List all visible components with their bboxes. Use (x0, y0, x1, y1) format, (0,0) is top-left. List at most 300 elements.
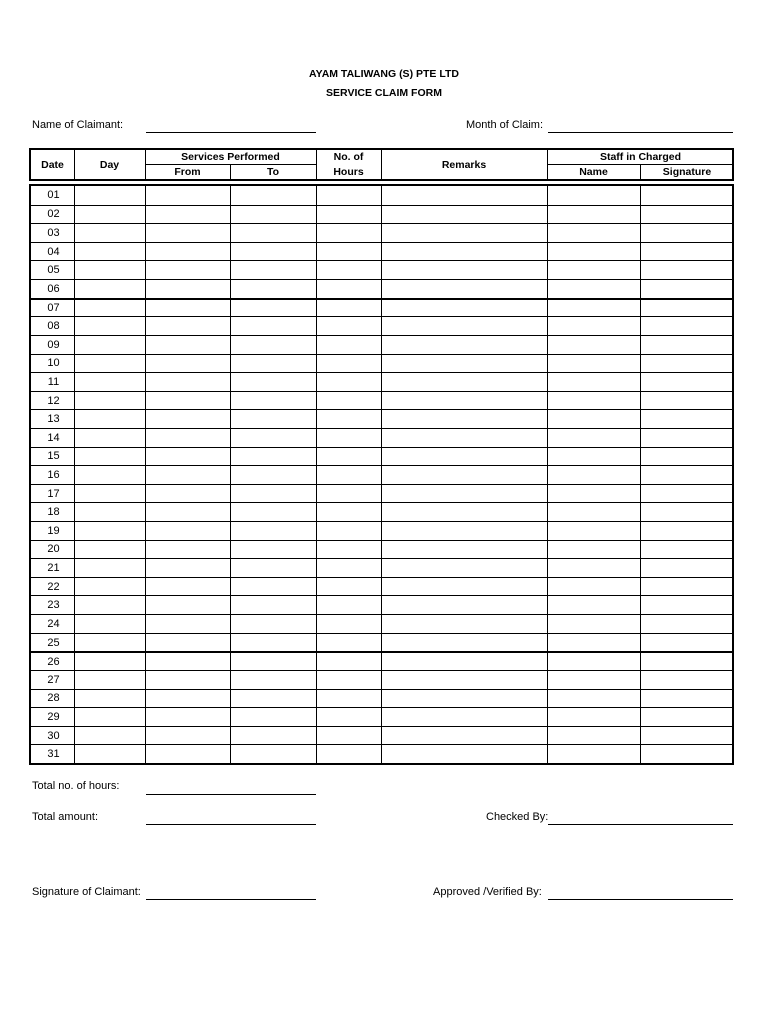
row-date: 14 (47, 431, 60, 444)
table-cell[interactable] (230, 336, 316, 354)
table-cell[interactable] (381, 708, 547, 726)
col-from: From (174, 166, 201, 178)
table-cell[interactable] (640, 522, 734, 540)
table-cell[interactable] (640, 373, 734, 391)
table-cell[interactable] (640, 466, 734, 484)
table-row (31, 223, 732, 242)
table-cell[interactable] (640, 485, 734, 503)
col-signature: Signature (662, 166, 712, 178)
table-cell[interactable] (230, 708, 316, 726)
table-cell[interactable] (547, 186, 640, 205)
row-date: 20 (47, 543, 60, 556)
table-cell[interactable] (547, 745, 640, 763)
table-cell[interactable] (74, 727, 145, 745)
table-cell[interactable] (145, 261, 230, 279)
table-cell[interactable] (74, 653, 145, 670)
table-cell[interactable] (74, 745, 145, 763)
table-cell[interactable] (74, 300, 145, 317)
table-cell[interactable] (316, 373, 381, 391)
table-cell[interactable] (640, 243, 734, 261)
table-cell[interactable] (381, 690, 547, 708)
table-cell[interactable] (316, 559, 381, 577)
table-row (31, 335, 732, 354)
table-cell[interactable] (145, 206, 230, 224)
table-cell[interactable] (145, 485, 230, 503)
company-name: AYAM TALIWANG (S) PTE LTD (309, 68, 459, 80)
table-row (31, 428, 732, 447)
table-cell[interactable] (316, 503, 381, 521)
row-date: 28 (47, 692, 60, 705)
row-date: 24 (47, 617, 60, 630)
table-cell[interactable] (74, 373, 145, 391)
table-cell[interactable] (230, 429, 316, 447)
table-cell[interactable] (547, 578, 640, 596)
row-date: 15 (47, 450, 60, 463)
name-of-claimant-field[interactable] (146, 132, 316, 133)
table-cell[interactable] (640, 634, 734, 652)
table-row (31, 521, 732, 540)
table-cell[interactable] (230, 392, 316, 410)
table-cell[interactable] (547, 429, 640, 447)
table-cell[interactable] (316, 261, 381, 279)
table-cell[interactable] (230, 596, 316, 614)
table-cell[interactable] (547, 559, 640, 577)
table-cell[interactable] (316, 224, 381, 242)
row-date: 21 (47, 562, 60, 575)
table-cell[interactable] (230, 280, 316, 298)
table-cell[interactable] (74, 336, 145, 354)
table-cell[interactable] (640, 186, 734, 205)
table-row (31, 372, 732, 391)
table-cell[interactable] (640, 727, 734, 745)
table-cell[interactable] (145, 410, 230, 428)
table-cell[interactable] (316, 280, 381, 298)
total-hours-field[interactable] (146, 794, 316, 795)
table-cell[interactable] (547, 448, 640, 466)
table-cell[interactable] (547, 671, 640, 689)
table-cell[interactable] (145, 596, 230, 614)
form-title: SERVICE CLAIM FORM (326, 87, 442, 99)
checked-by-field[interactable] (548, 824, 733, 825)
table-cell[interactable] (316, 690, 381, 708)
claim-table-body (29, 184, 734, 765)
table-cell[interactable] (230, 373, 316, 391)
table-row (31, 316, 732, 335)
row-date: 29 (47, 710, 60, 723)
table-cell[interactable] (145, 224, 230, 242)
table-cell[interactable] (547, 596, 640, 614)
table-cell[interactable] (230, 727, 316, 745)
table-cell[interactable] (547, 392, 640, 410)
table-cell[interactable] (230, 690, 316, 708)
table-cell[interactable] (381, 280, 547, 298)
table-cell[interactable] (547, 503, 640, 521)
table-cell[interactable] (547, 727, 640, 745)
table-cell[interactable] (547, 317, 640, 335)
table-cell[interactable] (316, 243, 381, 261)
table-cell[interactable] (230, 206, 316, 224)
table-cell[interactable] (547, 224, 640, 242)
row-date: 04 (47, 245, 60, 258)
month-of-claim-field[interactable] (548, 132, 733, 133)
table-cell[interactable] (74, 541, 145, 559)
table-row (31, 465, 732, 484)
table-cell[interactable] (316, 596, 381, 614)
table-cell[interactable] (230, 578, 316, 596)
row-date: 07 (47, 301, 60, 314)
table-cell[interactable] (316, 448, 381, 466)
col-no-of: No. of (333, 151, 364, 163)
table-cell[interactable] (381, 578, 547, 596)
table-cell[interactable] (230, 300, 316, 317)
col-to: To (266, 166, 280, 178)
table-cell[interactable] (230, 485, 316, 503)
table-cell[interactable] (381, 206, 547, 224)
table-cell[interactable] (74, 578, 145, 596)
table-cell[interactable] (74, 634, 145, 652)
table-row (31, 279, 732, 298)
table-cell[interactable] (547, 634, 640, 652)
table-cell[interactable] (381, 355, 547, 373)
table-row (31, 186, 732, 205)
table-cell[interactable] (381, 410, 547, 428)
table-cell[interactable] (316, 206, 381, 224)
table-cell[interactable] (640, 280, 734, 298)
table-cell[interactable] (381, 485, 547, 503)
table-cell[interactable] (74, 280, 145, 298)
table-cell[interactable] (145, 466, 230, 484)
table-cell[interactable] (381, 745, 547, 763)
table-cell[interactable] (74, 186, 145, 205)
table-cell[interactable] (230, 522, 316, 540)
table-cell[interactable] (230, 186, 316, 205)
table-cell[interactable] (74, 224, 145, 242)
table-row (31, 614, 732, 633)
table-cell[interactable] (316, 708, 381, 726)
table-cell[interactable] (74, 615, 145, 633)
table-cell[interactable] (381, 300, 547, 317)
table-cell[interactable] (145, 355, 230, 373)
row-date: 26 (47, 655, 60, 668)
table-row (31, 205, 732, 224)
col-day: Day (99, 158, 120, 171)
table-row (31, 391, 732, 410)
table-cell[interactable] (230, 634, 316, 652)
table-cell[interactable] (74, 503, 145, 521)
table-cell[interactable] (145, 634, 230, 652)
table-cell[interactable] (547, 485, 640, 503)
table-cell[interactable] (230, 615, 316, 633)
table-cell[interactable] (547, 206, 640, 224)
table-cell[interactable] (74, 671, 145, 689)
row-date: 18 (47, 506, 60, 519)
table-cell[interactable] (640, 224, 734, 242)
checked-by-label: Checked By: (486, 811, 549, 823)
table-cell[interactable] (381, 373, 547, 391)
table-cell[interactable] (547, 280, 640, 298)
table-cell[interactable] (381, 224, 547, 242)
table-cell[interactable] (640, 559, 734, 577)
table-cell[interactable] (316, 336, 381, 354)
table-cell[interactable] (381, 429, 547, 447)
table-cell[interactable] (230, 224, 316, 242)
table-cell[interactable] (640, 410, 734, 428)
table-cell[interactable] (74, 708, 145, 726)
row-date: 11 (47, 375, 60, 388)
table-row (31, 409, 732, 428)
table-row (31, 744, 732, 763)
table-cell[interactable] (316, 186, 381, 205)
row-date: 22 (47, 580, 60, 593)
table-cell[interactable] (145, 653, 230, 670)
table-cell[interactable] (547, 708, 640, 726)
table-cell[interactable] (547, 373, 640, 391)
table-cell[interactable] (316, 317, 381, 335)
table-cell[interactable] (640, 745, 734, 763)
table-cell[interactable] (381, 392, 547, 410)
table-cell[interactable] (640, 596, 734, 614)
table-cell[interactable] (74, 392, 145, 410)
table-cell[interactable] (316, 541, 381, 559)
table-cell[interactable] (145, 373, 230, 391)
table-cell[interactable] (381, 186, 547, 205)
table-row (31, 595, 732, 614)
row-date: 10 (47, 357, 60, 370)
row-date: 25 (47, 636, 60, 649)
table-row (31, 242, 732, 261)
table-cell[interactable] (381, 671, 547, 689)
table-cell[interactable] (145, 429, 230, 447)
table-cell[interactable] (640, 261, 734, 279)
row-date: 01 (47, 189, 60, 202)
table-cell[interactable] (145, 503, 230, 521)
col-services-performed: Services Performed (181, 151, 280, 163)
table-cell[interactable] (316, 615, 381, 633)
table-cell[interactable] (640, 708, 734, 726)
table-cell[interactable] (547, 653, 640, 670)
table-cell[interactable] (230, 653, 316, 670)
table-row (31, 484, 732, 503)
row-date: 03 (47, 227, 60, 240)
table-cell[interactable] (230, 261, 316, 279)
table-cell[interactable] (74, 596, 145, 614)
table-cell[interactable] (145, 186, 230, 205)
total-amount-label: Total amount: (32, 811, 99, 823)
table-cell[interactable] (230, 243, 316, 261)
row-date: 02 (47, 208, 60, 221)
table-cell[interactable] (74, 261, 145, 279)
table-cell[interactable] (145, 708, 230, 726)
table-row (31, 577, 732, 596)
table-cell[interactable] (145, 280, 230, 298)
table-cell[interactable] (381, 522, 547, 540)
total-amount-field[interactable] (146, 824, 316, 825)
table-cell[interactable] (381, 596, 547, 614)
table-cell[interactable] (145, 541, 230, 559)
table-cell[interactable] (230, 466, 316, 484)
table-cell[interactable] (145, 671, 230, 689)
table-cell[interactable] (145, 578, 230, 596)
table-cell[interactable] (547, 355, 640, 373)
table-cell[interactable] (74, 317, 145, 335)
table-cell[interactable] (547, 300, 640, 317)
table-row (31, 260, 732, 279)
table-cell[interactable] (316, 410, 381, 428)
table-cell[interactable] (381, 336, 547, 354)
table-cell[interactable] (316, 653, 381, 670)
table-cell[interactable] (145, 448, 230, 466)
table-cell[interactable] (640, 317, 734, 335)
table-cell[interactable] (74, 522, 145, 540)
table-cell[interactable] (381, 243, 547, 261)
table-cell[interactable] (640, 690, 734, 708)
table-cell[interactable] (145, 317, 230, 335)
table-cell[interactable] (145, 690, 230, 708)
table-cell[interactable] (547, 410, 640, 428)
table-cell[interactable] (230, 503, 316, 521)
table-cell[interactable] (316, 634, 381, 652)
table-cell[interactable] (145, 392, 230, 410)
table-cell[interactable] (145, 336, 230, 354)
col-date: Date (41, 158, 64, 171)
table-cell[interactable] (74, 448, 145, 466)
table-cell[interactable] (381, 634, 547, 652)
table-cell[interactable] (230, 745, 316, 763)
table-cell[interactable] (640, 503, 734, 521)
table-cell[interactable] (145, 300, 230, 317)
table-row (31, 447, 732, 466)
table-cell[interactable] (74, 690, 145, 708)
table-cell[interactable] (316, 727, 381, 745)
table-row (31, 540, 732, 559)
table-cell[interactable] (230, 317, 316, 335)
table-cell[interactable] (145, 522, 230, 540)
table-cell[interactable] (640, 300, 734, 317)
table-cell[interactable] (640, 392, 734, 410)
table-cell[interactable] (640, 336, 734, 354)
row-date: 17 (47, 487, 60, 500)
table-cell[interactable] (316, 522, 381, 540)
table-cell[interactable] (230, 448, 316, 466)
table-cell[interactable] (381, 466, 547, 484)
table-cell[interactable] (640, 206, 734, 224)
table-cell[interactable] (145, 615, 230, 633)
table-cell[interactable] (547, 261, 640, 279)
table-cell[interactable] (381, 541, 547, 559)
table-cell[interactable] (230, 355, 316, 373)
table-cell[interactable] (74, 410, 145, 428)
table-cell[interactable] (381, 503, 547, 521)
row-date: 19 (47, 524, 60, 537)
table-cell[interactable] (74, 429, 145, 447)
table-cell[interactable] (640, 541, 734, 559)
table-cell[interactable] (316, 745, 381, 763)
table-cell[interactable] (74, 206, 145, 224)
table-cell[interactable] (381, 559, 547, 577)
table-row (31, 354, 732, 373)
table-cell[interactable] (74, 355, 145, 373)
table-cell[interactable] (316, 355, 381, 373)
approved-verified-by-field[interactable] (548, 899, 733, 900)
table-cell[interactable] (381, 448, 547, 466)
table-cell[interactable] (145, 243, 230, 261)
table-cell[interactable] (316, 485, 381, 503)
row-date: 30 (47, 729, 60, 742)
table-cell[interactable] (230, 410, 316, 428)
row-date: 13 (47, 413, 60, 426)
table-cell[interactable] (547, 336, 640, 354)
table-cell[interactable] (74, 559, 145, 577)
table-cell[interactable] (381, 317, 547, 335)
table-cell[interactable] (640, 653, 734, 670)
table-cell[interactable] (547, 690, 640, 708)
col-remarks: Remarks (441, 158, 487, 171)
row-date: 27 (47, 673, 60, 686)
signature-of-claimant-field[interactable] (146, 899, 316, 900)
table-row (31, 670, 732, 689)
table-cell[interactable] (381, 653, 547, 670)
table-cell[interactable] (316, 578, 381, 596)
row-date: 06 (47, 282, 60, 295)
table-cell[interactable] (547, 466, 640, 484)
table-cell[interactable] (316, 429, 381, 447)
col-hours: Hours (333, 166, 364, 178)
col-name: Name (579, 166, 608, 178)
table-cell[interactable] (640, 671, 734, 689)
table-cell[interactable] (640, 429, 734, 447)
table-cell[interactable] (74, 243, 145, 261)
table-cell[interactable] (381, 727, 547, 745)
total-hours-label: Total no. of hours: (32, 780, 120, 792)
table-cell[interactable] (230, 671, 316, 689)
row-date: 16 (47, 468, 60, 481)
row-date: 08 (47, 320, 60, 333)
table-cell[interactable] (547, 541, 640, 559)
table-cell[interactable] (640, 615, 734, 633)
table-cell[interactable] (74, 466, 145, 484)
table-row (31, 689, 732, 708)
table-cell[interactable] (547, 615, 640, 633)
table-cell[interactable] (316, 392, 381, 410)
table-cell[interactable] (547, 522, 640, 540)
row-date: 09 (47, 338, 60, 351)
table-cell[interactable] (145, 727, 230, 745)
table-row (31, 726, 732, 745)
col-staff-in-charged: Staff in Charged (599, 151, 682, 163)
table-cell[interactable] (640, 448, 734, 466)
table-cell[interactable] (640, 355, 734, 373)
table-cell[interactable] (316, 466, 381, 484)
table-cell[interactable] (145, 559, 230, 577)
name-of-claimant-label: Name of Claimant: (32, 119, 124, 131)
table-row (31, 558, 732, 577)
table-row (31, 298, 732, 317)
table-cell[interactable] (316, 671, 381, 689)
table-row (31, 502, 732, 521)
table-cell[interactable] (230, 559, 316, 577)
table-cell[interactable] (547, 243, 640, 261)
row-date: 05 (47, 264, 60, 277)
table-cell[interactable] (316, 300, 381, 317)
table-cell[interactable] (640, 578, 734, 596)
table-cell[interactable] (381, 615, 547, 633)
table-cell[interactable] (74, 485, 145, 503)
table-cell[interactable] (381, 261, 547, 279)
table-cell[interactable] (230, 541, 316, 559)
table-cell[interactable] (145, 745, 230, 763)
table-header (29, 148, 734, 181)
row-date: 12 (47, 394, 60, 407)
